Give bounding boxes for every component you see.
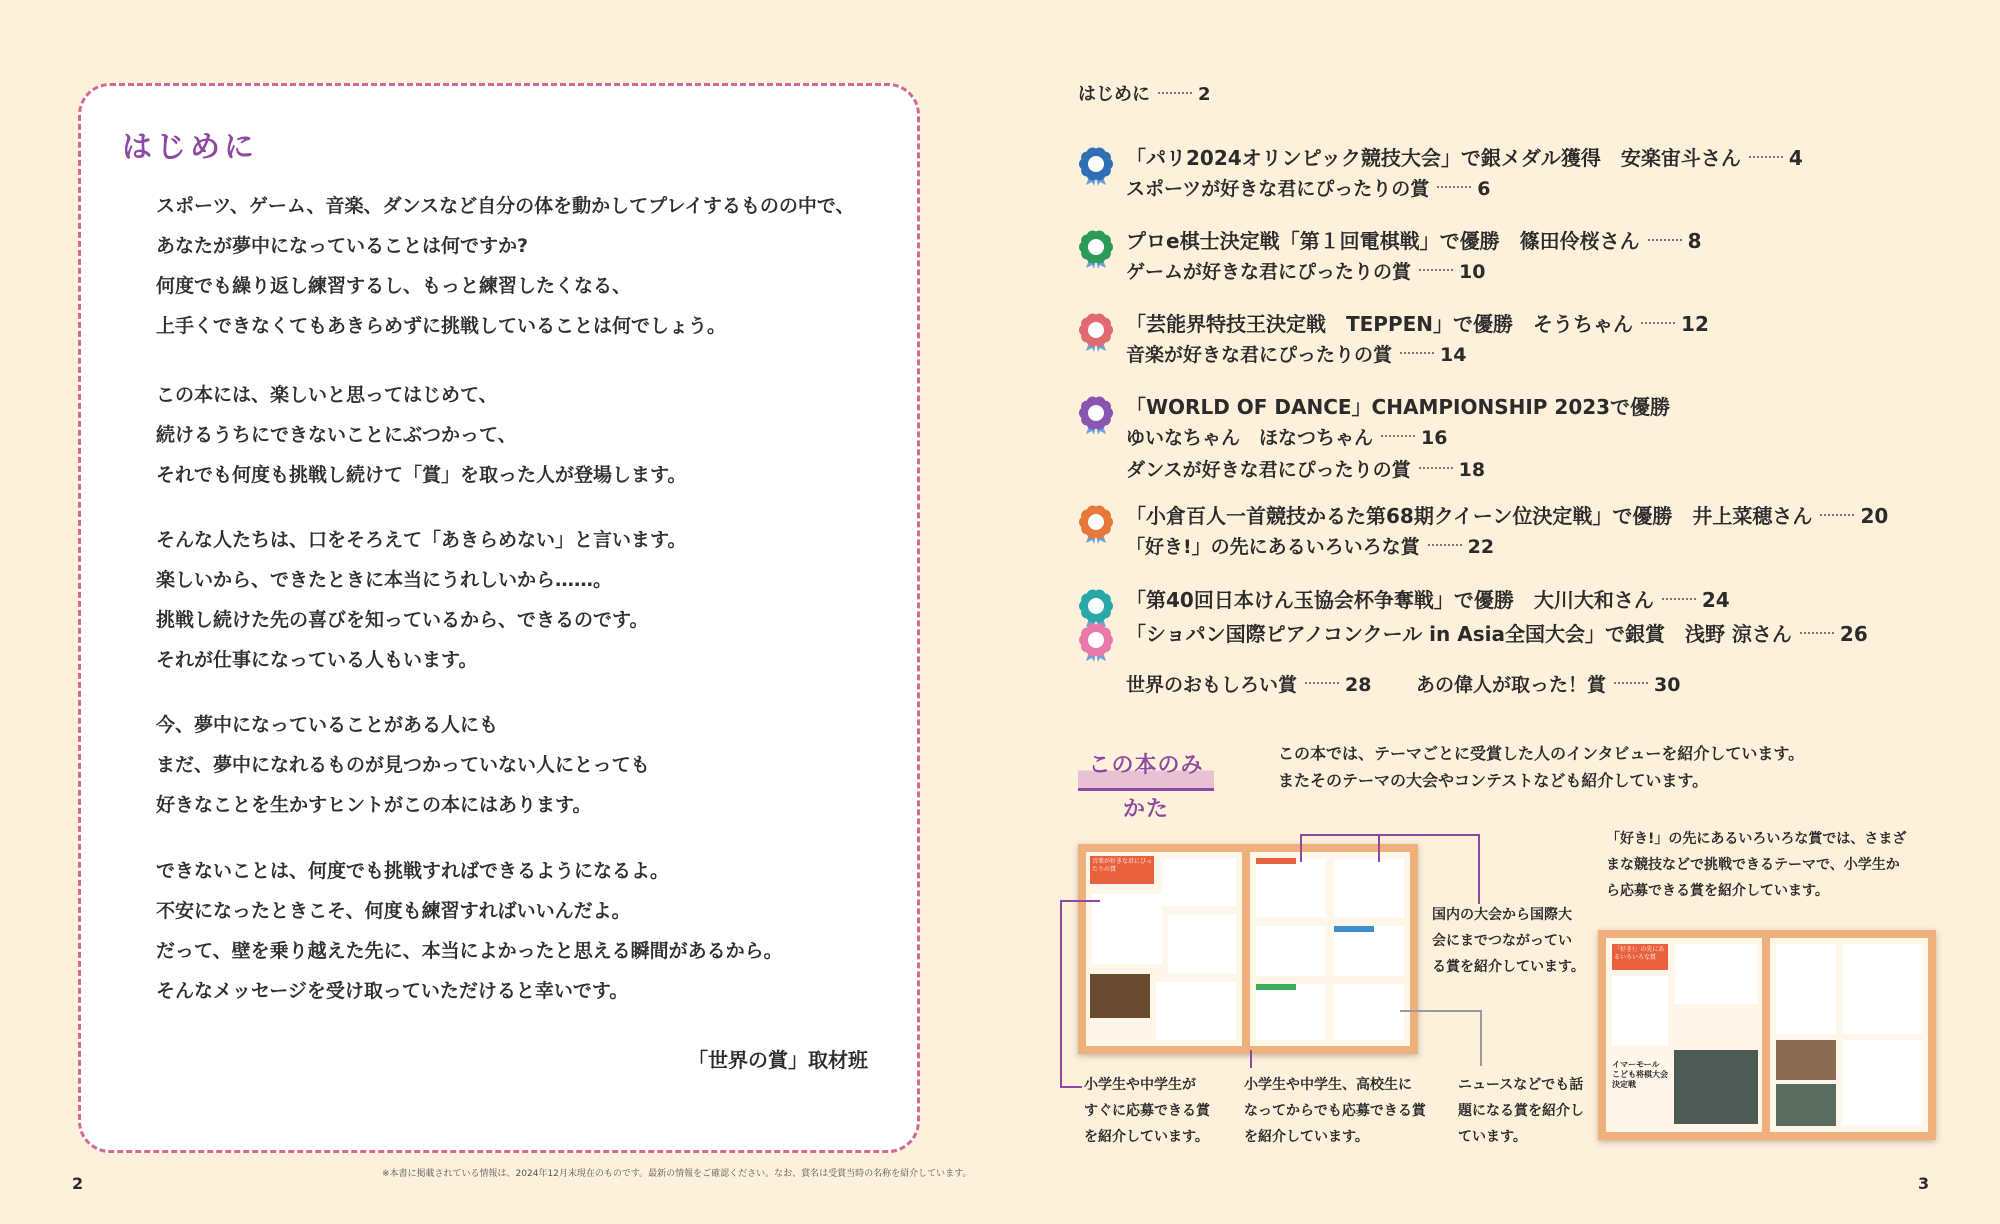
rosette-icon xyxy=(1076,312,1116,352)
toc-entry-title xyxy=(1126,391,1670,420)
thumb-photo xyxy=(1674,1050,1758,1124)
toc-page-number: 20 xyxy=(1860,504,1889,528)
connector-line xyxy=(1400,1010,1480,1012)
connector-line xyxy=(1060,900,1100,902)
connector-line xyxy=(1480,1010,1482,1066)
intro-line: 上手くできなくてもあきらめずに挑戦していることは何でしょう。 xyxy=(156,315,727,337)
page-number-right: 3 xyxy=(1918,1174,1930,1193)
intro-paragraph-5 xyxy=(156,851,783,1011)
intro-line: だって、壁を乗り越えた先に、本当によかったと思える瞬間があるから。 xyxy=(156,940,783,962)
leader-dots xyxy=(1614,682,1648,684)
intro-line: スポーツ、ゲーム、音楽、ダンスなど自分の体を動かしてプレイするものの中で、 xyxy=(156,195,855,217)
thumb-caption: イマーモール こども将棋大会 決定戦 xyxy=(1612,1060,1668,1089)
note-line: ています。 xyxy=(1458,1129,1527,1145)
leader-dots xyxy=(1158,92,1192,94)
leader-dots xyxy=(1437,186,1471,188)
page-number-left: 2 xyxy=(72,1174,84,1193)
leader-dots xyxy=(1800,632,1834,634)
toc-entry-text: 「芸能界特技王決定戦 TEPPEN」で優勝 そうちゃん xyxy=(1126,312,1634,336)
intro-line: 挑戦し続けた先の喜びを知っているから、できるのです。 xyxy=(156,609,649,631)
intro-line: 続けるうちにできないことにぶつかって、 xyxy=(156,424,517,446)
toc-page-number: 24 xyxy=(1701,588,1730,612)
note-line: 小学生や中学生が xyxy=(1084,1077,1196,1093)
leader-dots xyxy=(1662,598,1696,600)
toc-bottom-label: あの偉人が取った！賞 xyxy=(1416,674,1607,696)
toc-entry-text: ゲームが好きな君にぴったりの賞 xyxy=(1126,261,1412,283)
toc-entry-text: 「パリ2024オリンピック競技大会」で銀メダル獲得 安楽宙斗さん xyxy=(1126,146,1741,170)
intro-line: それでも何度も挑戦し続けて「賞」を取った人が登場します。 xyxy=(156,464,687,486)
toc-entry-text: ゆいなちゃん ほなつちゃん xyxy=(1126,427,1374,449)
note-line: 題になる賞を紹介し xyxy=(1458,1103,1584,1119)
note-line: る賞を紹介しています。 xyxy=(1432,959,1585,975)
toc-bottom-item[interactable] xyxy=(1416,670,1680,697)
spread-thumbnail-music xyxy=(1078,844,1418,1054)
connector-line xyxy=(1250,1050,1252,1068)
toc-entry-title xyxy=(1126,618,1868,647)
leader-dots xyxy=(1648,239,1682,241)
toc-bottom-page: 28 xyxy=(1345,674,1372,696)
leader-dots xyxy=(1820,514,1854,516)
toc-bottom-item[interactable] xyxy=(1126,670,1371,697)
toc-entry-text: 「ショパン国際ピアノコンクール in Asia全国大会」で銀賞 浅野 涼さん xyxy=(1126,622,1792,646)
note-bottom-1 xyxy=(1084,1072,1210,1150)
intro-line: 何度でも繰り返し練習するし、もっと練習したくなる、 xyxy=(156,275,632,297)
howto-description xyxy=(1278,740,1804,794)
thumb-header-text: 「好き!」の先にあるいろいろな賞 xyxy=(1614,946,1665,961)
note-line: 小学生や中学生、高校生に xyxy=(1244,1077,1412,1093)
leader-dots xyxy=(1305,682,1339,684)
connector-line xyxy=(1300,834,1478,836)
intro-paragraph-3 xyxy=(156,520,686,680)
note-line: を紹介しています。 xyxy=(1084,1129,1209,1145)
intro-line: 今、夢中になっていることがある人にも xyxy=(156,714,499,736)
toc-intro-label: はじめに xyxy=(1078,84,1150,105)
rosette-icon xyxy=(1076,622,1116,662)
intro-line: あなたが夢中になっていることは何ですか? xyxy=(156,235,529,257)
toc-intro-page: 2 xyxy=(1198,84,1211,105)
toc-entry-text: プロe棋士決定戦「第１回電棋戦」で優勝 篠田伶桜さん xyxy=(1126,229,1640,253)
leader-dots xyxy=(1641,322,1675,324)
toc-page-number: 4 xyxy=(1788,146,1803,170)
note-middle xyxy=(1432,902,1585,980)
rosette-icon xyxy=(1076,395,1116,435)
rosette-icon xyxy=(1076,504,1116,544)
intro-line: 楽しいから、できたときに本当にうれしいから……。 xyxy=(156,569,613,591)
intro-line: 不安になったときこそ、何度も練習すればいいんだよ。 xyxy=(156,900,631,922)
intro-line: まだ、夢中になれるものが見つかっていない人にとっても xyxy=(156,754,650,776)
toc-entry-text: 「第40回日本けん玉協会杯争奪戦」で優勝 大川大和さん xyxy=(1126,588,1654,612)
note-line: 「好き!」の先にあるいろいろな賞では、さまざ xyxy=(1606,831,1907,847)
howto-title: この本のみかた xyxy=(1078,744,1214,791)
toc-page-number: 16 xyxy=(1421,427,1448,449)
note-line: を紹介しています。 xyxy=(1244,1129,1369,1145)
toc-entry-text: 「好き!」の先にあるいろいろな賞 xyxy=(1126,536,1420,558)
toc-page-number: 14 xyxy=(1440,344,1467,366)
connector-line xyxy=(1060,900,1062,1086)
note-bottom-3 xyxy=(1458,1072,1584,1150)
note-line: ら応募できる賞を紹介しています。 xyxy=(1606,883,1829,899)
leader-dots xyxy=(1428,544,1462,546)
toc-entry-text: 「WORLD OF DANCE」CHAMPIONSHIP 2023で優勝 xyxy=(1126,395,1671,419)
toc-entry-title xyxy=(1126,308,1709,337)
leader-dots xyxy=(1749,156,1783,158)
toc-intro[interactable] xyxy=(1078,80,1211,106)
toc-entry-text: 「小倉百人一首競技かるた第68期クイーン位決定戦」で優勝 井上菜穂さん xyxy=(1126,504,1813,528)
toc-entry-title xyxy=(1126,142,1803,171)
intro-line: それが仕事になっている人もいます。 xyxy=(156,649,478,671)
rosette-icon xyxy=(1076,146,1116,186)
howto-line: またそのテーマの大会やコンテストなども紹介しています。 xyxy=(1278,771,1709,790)
toc-page-number: 26 xyxy=(1839,622,1868,646)
spread-thumbnail-more-prizes xyxy=(1598,930,1936,1140)
note-line: 会にまでつながってい xyxy=(1432,933,1572,949)
toc-entry-subtitle xyxy=(1126,532,1494,559)
toc-bottom-label: 世界のおもしろい賞 xyxy=(1126,674,1298,696)
leader-dots xyxy=(1419,467,1453,469)
toc-entry-text: 音楽が好きな君にぴったりの賞 xyxy=(1126,344,1393,366)
note-bottom-2 xyxy=(1244,1072,1426,1150)
toc-page-number: 22 xyxy=(1467,536,1495,558)
note-line: ニュースなどでも話 xyxy=(1458,1077,1584,1093)
thumb-header-text: 音楽が好きな君にぴったりの賞 xyxy=(1092,858,1153,873)
toc-entry-subtitle xyxy=(1126,455,1485,482)
intro-line: そんな人たちは、口をそろえて「あきらめない」と言います。 xyxy=(156,529,687,551)
note-line: すぐに応募できる賞 xyxy=(1084,1103,1210,1119)
toc-page-number: 8 xyxy=(1687,229,1702,253)
toc-entry-title xyxy=(1126,225,1702,254)
intro-paragraph-4 xyxy=(156,705,650,825)
toc-entry-subtitle xyxy=(1126,423,1447,450)
note-line: 国内の大会から国際大 xyxy=(1432,907,1572,923)
toc-entry-text: スポーツが好きな君にぴったりの賞 xyxy=(1126,178,1430,200)
leader-dots xyxy=(1400,352,1434,354)
howto-line: この本では、テーマごとに受賞した人のインタビューを紹介しています。 xyxy=(1278,744,1805,763)
toc-page-number: 6 xyxy=(1477,178,1491,200)
toc-entry-text: ダンスが好きな君にぴったりの賞 xyxy=(1126,459,1411,481)
toc-entry-title xyxy=(1126,584,1730,613)
intro-line: できないことは、何度でも挑戦すればできるようになるよ。 xyxy=(156,860,670,882)
rosette-icon xyxy=(1076,229,1116,269)
toc-entry-subtitle xyxy=(1126,174,1490,201)
toc-page-number: 12 xyxy=(1681,312,1709,336)
intro-line: この本には、楽しいと思ってはじめて、 xyxy=(156,384,498,406)
toc-entry-title xyxy=(1126,500,1888,529)
toc-page-number: 18 xyxy=(1458,459,1486,481)
toc-bottom-page: 30 xyxy=(1654,674,1681,696)
leader-dots xyxy=(1381,435,1415,437)
toc-entry-subtitle xyxy=(1126,257,1485,284)
note-line: まな競技などで挑戦できるテーマで、小学生か xyxy=(1606,857,1900,873)
intro-paragraph-2 xyxy=(156,375,686,495)
toc-entry-subtitle xyxy=(1126,340,1466,367)
connector-line xyxy=(1060,1086,1082,1088)
connector-line xyxy=(1300,834,1302,862)
leader-dots xyxy=(1419,269,1453,271)
intro-title: はじめに xyxy=(122,130,258,165)
intro-signature: 「世界の賞」取材班 xyxy=(688,1048,868,1072)
intro-line: そんなメッセージを受け取っていただけると幸いです。 xyxy=(156,980,629,1002)
connector-line xyxy=(1478,834,1480,904)
toc-page-number: 10 xyxy=(1459,261,1486,283)
intro-line: 好きなことを生かすヒントがこの本にはあります。 xyxy=(156,794,592,816)
note-right-top xyxy=(1606,826,1906,904)
note-line: なってからでも応募できる賞 xyxy=(1244,1103,1426,1119)
thumb-photo xyxy=(1090,974,1150,1018)
footnote: ※本書に掲載されている情報は、2024年12月末現在のものです。最新の情報をご確認ください。なお、賞名は受賞当時の名称を紹介しています。 xyxy=(382,1169,972,1179)
connector-line xyxy=(1378,834,1380,862)
intro-paragraph-1 xyxy=(156,186,854,346)
